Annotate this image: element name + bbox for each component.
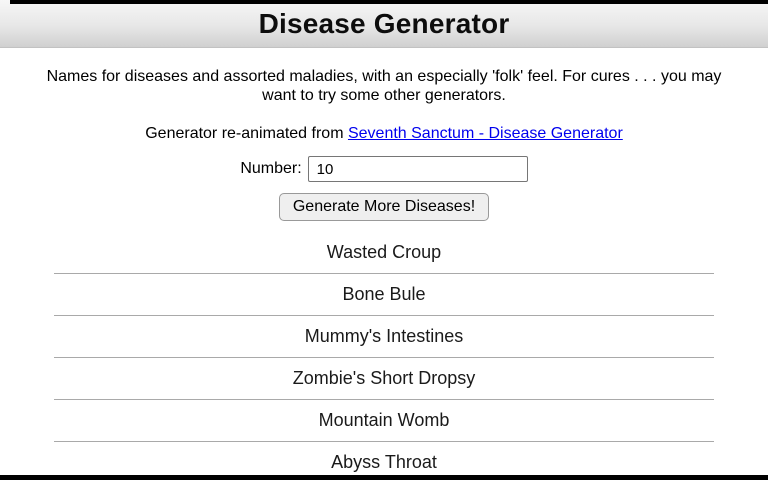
disease-item: Abyss Throat — [331, 452, 437, 472]
generate-button[interactable]: Generate More Diseases! — [279, 193, 489, 221]
button-row — [0, 193, 768, 221]
top-edge-bar — [10, 0, 768, 4]
disease-item: Mummy's Intestines — [304, 326, 464, 346]
intro-line-1: Names for diseases and assorted maladies, with an especially 'folk' feel. For cures . . . you may — [46, 68, 722, 85]
page-title: Disease Generator — [258, 7, 510, 39]
seventh-sanctum-link[interactable]: Seventh Sanctum - Disease Generator — [347, 125, 623, 142]
disease-list — [0, 232, 768, 483]
attribution — [0, 124, 768, 143]
bottom-edge-bar — [0, 475, 768, 480]
number-label: Number: — [240, 160, 302, 177]
disease-item: Zombie's Short Dropsy — [292, 368, 476, 388]
disease-item: Mountain Womb — [318, 410, 450, 430]
number-input[interactable] — [308, 156, 528, 182]
page-header — [0, 0, 768, 48]
disease-item: Wasted Croup — [326, 242, 442, 262]
number-form-row — [0, 156, 768, 182]
disease-item: Bone Bule — [342, 284, 426, 304]
intro-line-2: want to try some other generators. — [262, 87, 506, 104]
intro-text — [0, 67, 768, 105]
attribution-prefix: Generator re-animated from — [145, 125, 348, 142]
